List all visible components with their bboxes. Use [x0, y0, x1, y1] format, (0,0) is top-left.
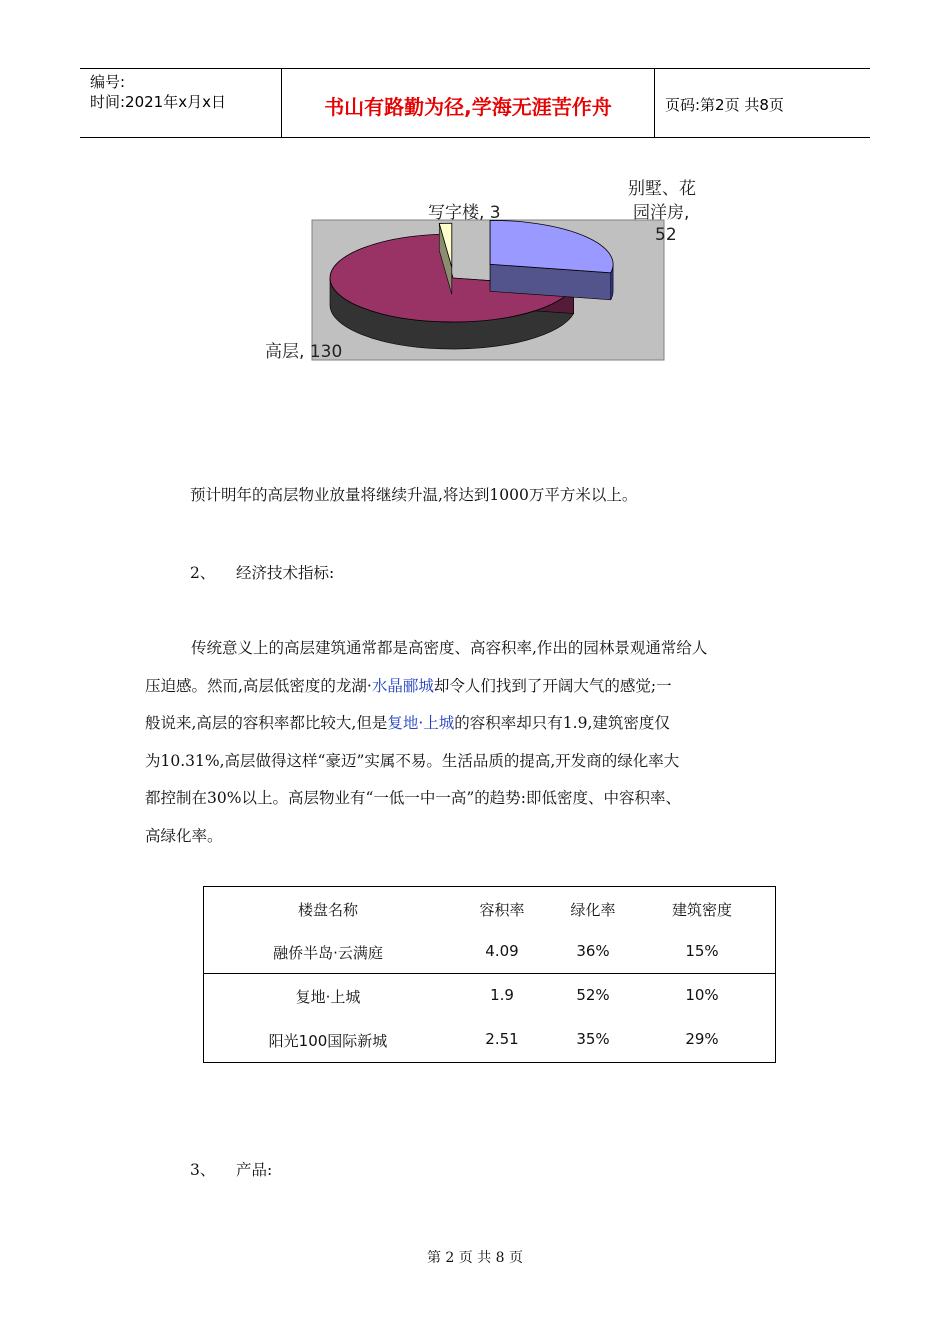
document-time-label: 时间:2021年x月x日	[90, 93, 226, 111]
table-cell: 52%	[576, 986, 610, 1004]
paragraph-text: 的容积率却只有1.9,建筑密度仅	[454, 714, 670, 732]
project-indicator-table	[203, 886, 776, 1063]
table-cell: 阳光100国际新城	[268, 1032, 388, 1050]
project-link-fudi[interactable]: 复地·上城	[387, 714, 455, 732]
paragraph-line: 为10.31%,高层做得这样“豪迈”实属不易。生活品质的提高,开发商的绿化率大	[145, 751, 680, 770]
table-cell: 15%	[685, 942, 719, 960]
economic-indicators-paragraph	[145, 630, 810, 855]
header-motto: 书山有路勤为径,学海无涯苦作舟	[324, 95, 612, 119]
table-cell: 10%	[685, 986, 719, 1004]
table-cell: 29%	[685, 1030, 719, 1048]
header-page-info: 页码:第2页 共8页	[665, 96, 784, 114]
table-cell: 35%	[576, 1030, 610, 1048]
page-footer: 第 2 页 共 8 页	[426, 1250, 524, 1266]
slice-label-villa-line3: 52	[655, 225, 677, 245]
section-2-title: 经济技术指标:	[236, 564, 335, 582]
table-header-name: 楼盘名称	[297, 901, 358, 919]
paragraph-line: 高绿化率。	[145, 826, 223, 845]
table-cell: 融侨半岛·云满庭	[273, 944, 383, 962]
table-cell: 4.09	[485, 942, 519, 960]
section-3-number: 3、	[190, 1161, 216, 1179]
table-cell: 复地·上城	[295, 988, 361, 1006]
document-number-label: 编号:	[90, 73, 126, 91]
section-2-number: 2、	[190, 564, 216, 582]
paragraph-line	[145, 705, 810, 743]
header-left-cell	[80, 69, 282, 137]
table-header-density: 建筑密度	[671, 901, 732, 919]
slice-label-high-rise: 高层, 130	[265, 342, 343, 362]
project-link-shuijing[interactable]: 水晶郦城	[371, 676, 434, 695]
table-cell: 2.51	[485, 1030, 519, 1048]
page-header	[80, 68, 870, 138]
paragraph-text: 压迫感。然而,高层低密度的龙湖·	[145, 676, 372, 695]
slice-label-office: 写字楼, 3	[428, 203, 501, 223]
table-divider	[204, 973, 775, 974]
pie-chart-canvas	[250, 170, 690, 370]
header-right-cell	[655, 69, 870, 137]
table-cell: 36%	[576, 942, 610, 960]
header-middle-cell	[282, 69, 655, 137]
table-header-far: 容积率	[479, 901, 525, 919]
paragraph-text: 却令人们找到了开阔大气的感觉;一	[433, 676, 672, 695]
slice-label-villa-line2: 园洋房,	[633, 203, 690, 223]
paragraph-line	[145, 668, 810, 706]
paragraph-text: 般说来,高层的容积率都比较大,但是	[145, 714, 388, 732]
slice-label-villa-line1: 别墅、花	[628, 179, 696, 199]
paragraph-line: 都控制在30%以上。高层物业有“一低一中一高”的趋势:即低密度、中容积率、	[145, 789, 682, 807]
paragraph-line: 传统意义上的高层建筑通常都是高密度、高容积率,作出的园林景观通常给人	[191, 639, 708, 657]
forecast-sentence: 预计明年的高层物业放量将继续升温,将达到1000万平方米以上。	[190, 486, 638, 504]
property-type-pie-chart	[250, 170, 696, 370]
table-header-green: 绿化率	[570, 901, 616, 919]
section-3-title: 产品:	[236, 1161, 273, 1179]
table-cell: 1.9	[490, 986, 514, 1004]
